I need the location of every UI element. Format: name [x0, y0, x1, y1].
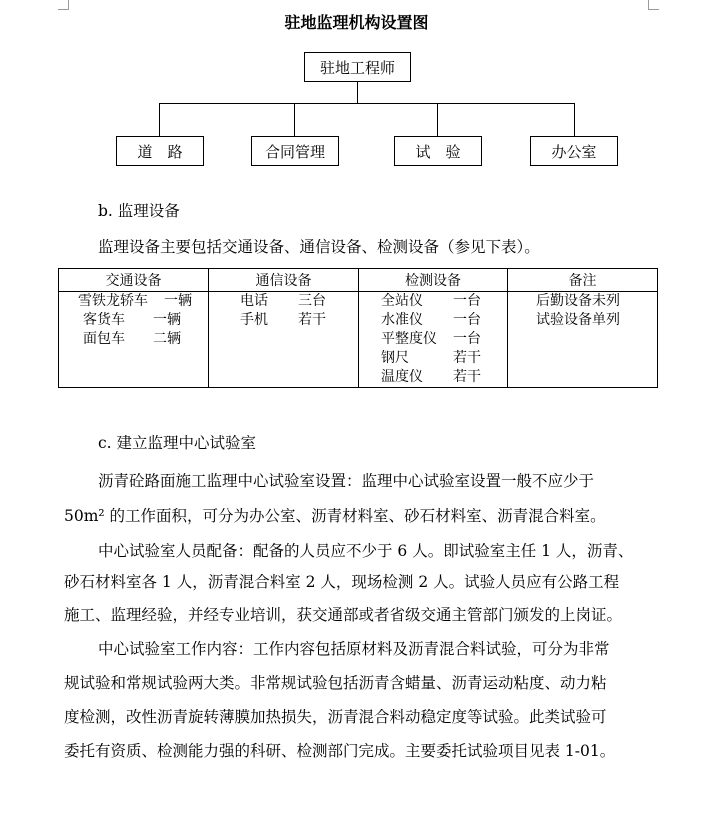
table-row — [59, 292, 658, 388]
list-item: 后勤设备未列 — [536, 293, 620, 309]
cell-testing — [359, 292, 508, 388]
org-root-box: 驻地工程师 — [304, 52, 411, 82]
body-paragraph-line: 砂石材料室各 1 人，沥青混合料室 2 人，现场检测 2 人。试验人员应有公路工程 — [64, 573, 620, 591]
org-connector-vertical — [357, 82, 358, 103]
header-transport: 交通设备 — [59, 269, 209, 292]
org-connector-branch — [159, 103, 160, 136]
table-header-row — [59, 269, 658, 292]
cell-remarks — [508, 292, 658, 388]
header-testing: 检测设备 — [359, 269, 508, 292]
body-paragraph-line: 沥青砼路面施工监理中心试验室设置：监理中心试验室设置一般不应少于 — [98, 472, 595, 490]
org-connector-branch — [437, 103, 438, 136]
section-c-heading: c. 建立监理中心试验室 — [98, 434, 257, 452]
equipment-table — [58, 268, 658, 388]
cell-communication — [209, 292, 359, 388]
list-item: 温度仪 若干 — [381, 369, 481, 385]
list-item: 钢尺 若干 — [381, 350, 481, 366]
body-paragraph-line: 50m² 的工作面积，可分为办公室、沥青材料室、砂石材料室、沥青混合料室。 — [64, 507, 606, 525]
header-remarks: 备注 — [508, 269, 658, 292]
body-paragraph-line: 度检测，改性沥青旋转薄膜加热损失，沥青混合料动稳定度等试验。此类试验可 — [64, 708, 607, 726]
list-item: 试验设备单列 — [536, 312, 620, 328]
list-item: 平整度仪 一台 — [381, 331, 481, 347]
section-b-intro: 监理设备主要包括交通设备、通信设备、检测设备（参见下表）。 — [98, 238, 540, 256]
page-corner-mark-right — [648, 0, 659, 10]
list-item: 全站仪 一台 — [381, 293, 481, 309]
list-item: 客货车 一辆 — [83, 312, 181, 328]
body-paragraph-line: 中心试验室工作内容：工作内容包括原材料及沥青混合料试验，可分为非常 — [98, 640, 610, 658]
org-connector-branch — [574, 103, 575, 136]
page-title: 驻地监理机构设置图 — [284, 13, 429, 32]
org-node-contract: 合同管理 — [251, 136, 339, 166]
body-paragraph-line: 委托有资质、检测能力强的科研、检测部门完成。主要委托试验项目见表 1-01。 — [64, 742, 616, 760]
body-paragraph-line: 施工、监理经验，并经专业培训，获交通部或者省级交通主管部门颁发的上岗证。 — [64, 606, 623, 624]
org-node-testing: 试 验 — [394, 136, 482, 166]
body-paragraph-line: 中心试验室人员配备：配备的人员应不少于 6 人。即试验室主任 1 人，沥青、 — [98, 542, 634, 560]
org-node-road: 道 路 — [116, 136, 204, 166]
list-item: 面包车 二辆 — [83, 331, 181, 347]
org-connector-horizontal — [159, 103, 575, 104]
list-item: 手机 若干 — [240, 312, 326, 328]
page-corner-mark-left — [58, 0, 69, 10]
body-paragraph-line: 规试验和常规试验两大类。非常规试验包括沥青含蜡量、沥青运动粘度、动力粘 — [64, 674, 607, 692]
list-item: 水准仪 一台 — [381, 312, 481, 328]
cell-transport — [59, 292, 209, 388]
section-b-heading: b. 监理设备 — [98, 202, 180, 220]
header-communication: 通信设备 — [209, 269, 359, 292]
list-item: 电话 三台 — [240, 293, 326, 309]
list-item: 雪铁龙轿车 一辆 — [78, 293, 192, 309]
org-connector-branch — [294, 103, 295, 136]
org-node-office: 办公室 — [530, 136, 618, 166]
